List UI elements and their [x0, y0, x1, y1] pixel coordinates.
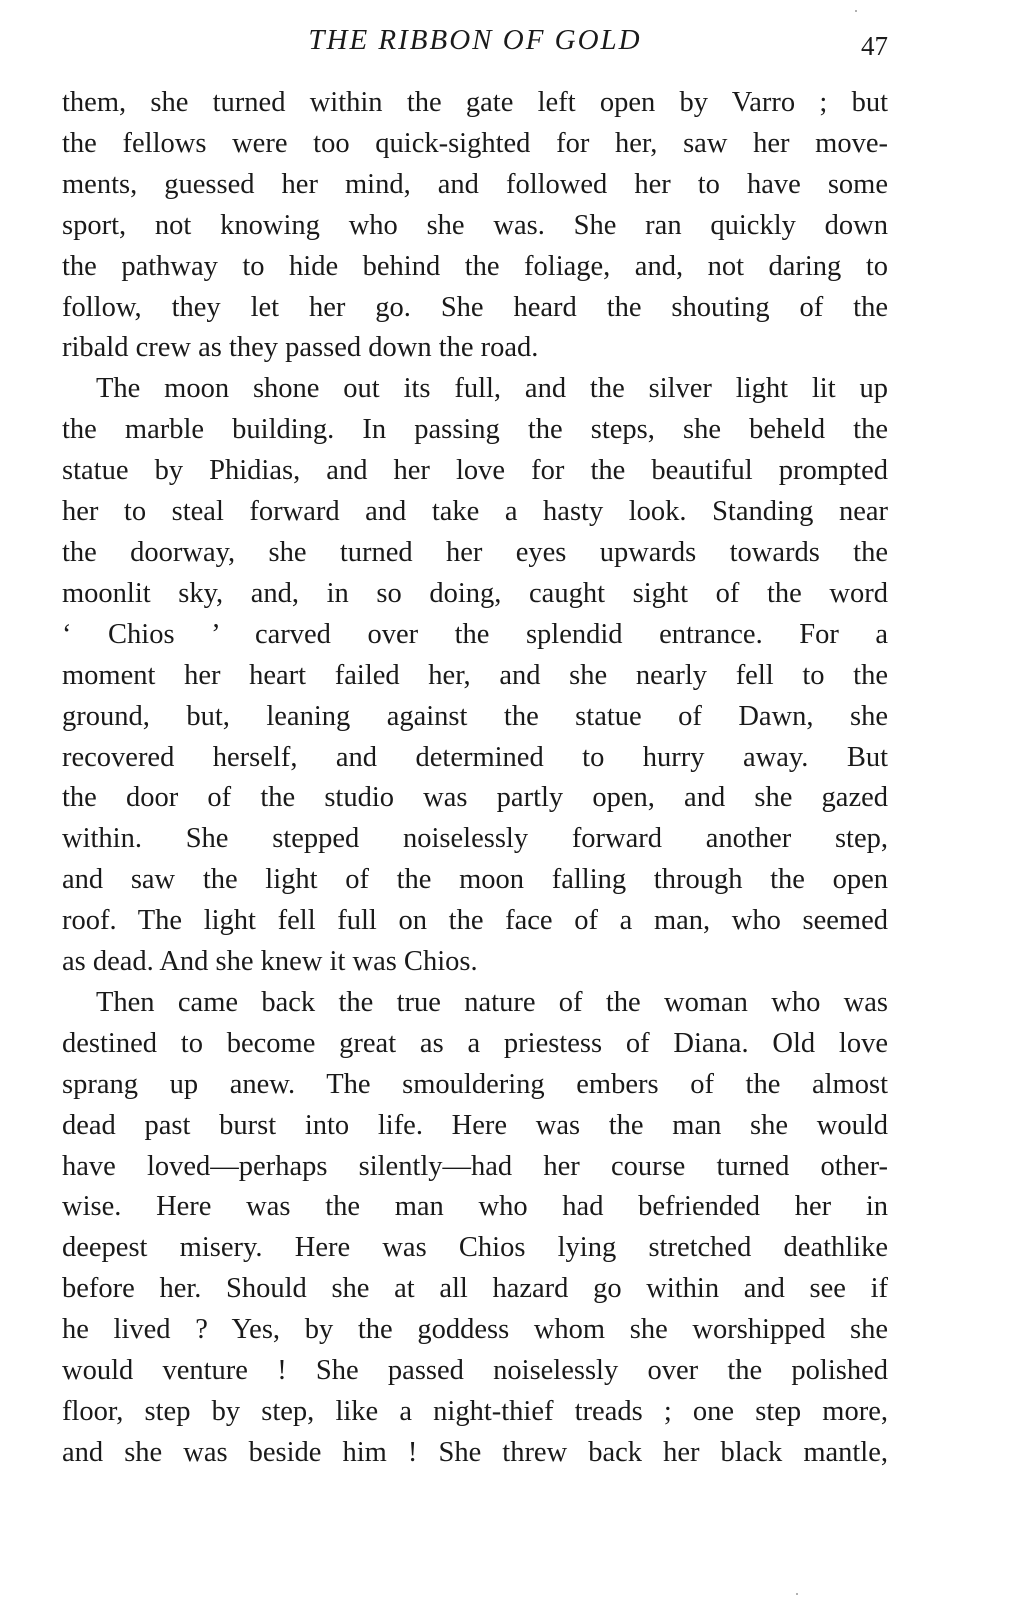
text-line: moonlit sky, and, in so doing, caught sight of the word [62, 577, 888, 609]
text-line: the pathway to hide behind the foliage, and, not daring to [62, 250, 888, 282]
text-line: he lived ? Yes, by the goddess whom she worshipped she [62, 1314, 888, 1346]
text-line: sport, not knowing who she was. She ran quickly down [62, 209, 888, 241]
paper-speck [855, 10, 857, 12]
running-title: THE RIBBON OF GOLD [308, 24, 642, 56]
text-line: follow, they let her go. She heard the shouting of the [62, 291, 888, 323]
text-line: within. She stepped noiselessly forward another step, [62, 823, 888, 855]
text-line: before her. Should she at all hazard go within and see if [62, 1273, 888, 1305]
text-line: roof. The light fell full on the face of a man, who seemed [62, 905, 888, 937]
page-number: 47 [861, 31, 888, 61]
text-line: have loved—perhaps silently—had her course turned other- [62, 1150, 888, 1182]
text-line: The moon shone out its full, and the silver light lit up [96, 373, 888, 405]
body-text [62, 83, 888, 1474]
text-line: ribald crew as they passed down the road. [62, 332, 539, 364]
text-line: the marble building. In passing the steps, she beheld the [62, 414, 888, 446]
paragraph-3 [62, 983, 888, 1474]
running-head [62, 20, 888, 64]
paragraph-1 [62, 83, 888, 369]
text-line: sprang up anew. The smouldering embers of the almost [62, 1068, 888, 1100]
text-line: and she was beside him ! She threw back her black mantle, [62, 1436, 888, 1468]
paragraph-2 [62, 369, 888, 983]
text-line: as dead. And she knew it was Chios. [62, 946, 478, 978]
text-line: recovered herself, and determined to hurry away. But [62, 741, 888, 773]
text-line: moment her heart failed her, and she nearly fell to the [62, 659, 888, 691]
text-line: them, she turned within the gate left open by Varro ; but [62, 87, 888, 118]
text-line: would venture ! She passed noiselessly over the polished [62, 1355, 888, 1387]
text-line: deepest misery. Here was Chios lying stretched deathlike [62, 1232, 888, 1264]
text-line: the doorway, she turned her eyes upwards towards the [62, 536, 888, 568]
text-line: destined to become great as a priestess of Diana. Old love [62, 1027, 888, 1059]
text-line: ‘ Chios ’ carved over the splendid entrance. For a [62, 618, 888, 650]
text-line: floor, step by step, like a night-thief treads ; one step more, [62, 1396, 888, 1427]
text-line: ground, but, leaning against the statue of Dawn, she [62, 700, 888, 732]
text-line: ments, guessed her mind, and followed her to have some [62, 168, 888, 200]
text-line: wise. Here was the man who had befriended her in [62, 1191, 888, 1223]
text-line: the door of the studio was partly open, and she gazed [62, 782, 888, 814]
text-line: Then came back the true nature of the woman who was [96, 986, 888, 1018]
text-line: the fellows were too quick-sighted for her, saw her move- [62, 127, 888, 159]
text-line: statue by Phidias, and her love for the beautiful prompted [62, 455, 888, 487]
text-line: and saw the light of the moon falling through the open [62, 864, 888, 896]
text-line: her to steal forward and take a hasty look. Standing near [62, 496, 888, 528]
text-line: dead past burst into life. Here was the man she would [62, 1109, 888, 1141]
paper-speck [796, 1593, 798, 1595]
